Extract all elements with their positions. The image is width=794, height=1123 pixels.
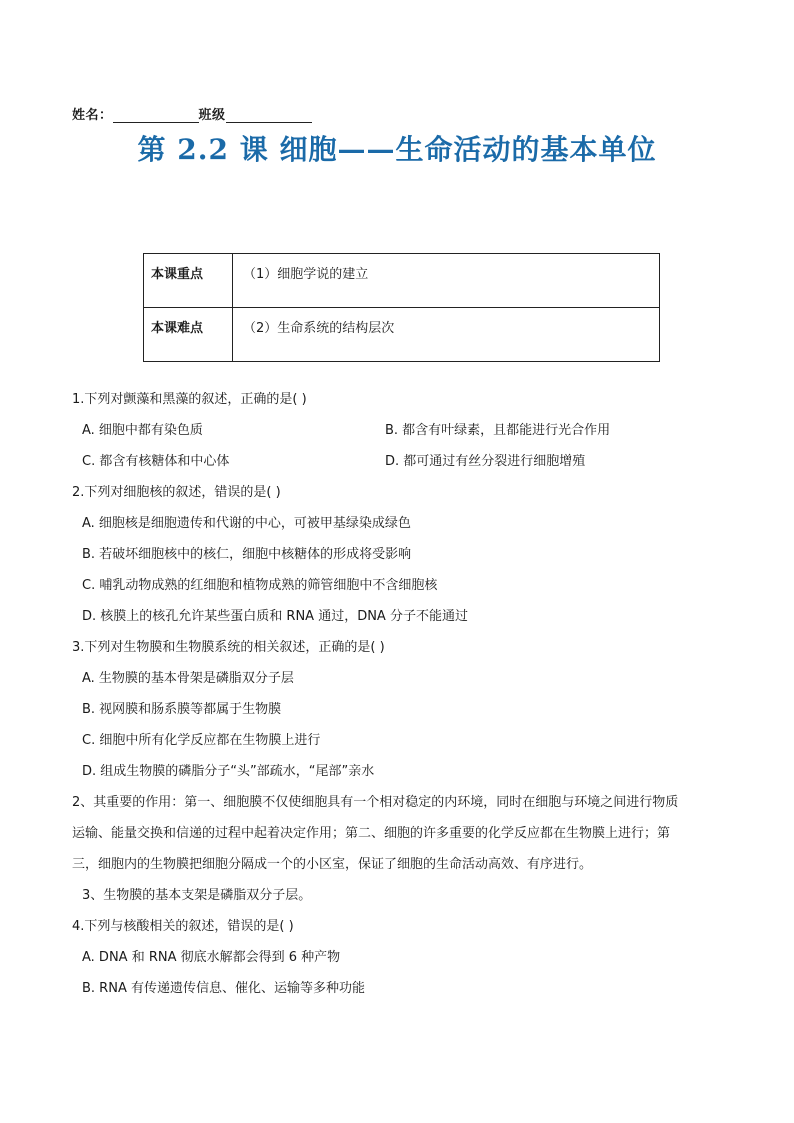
question-4-stem: 4.下列与核酸相关的叙述，错误的是( ) [72, 919, 294, 934]
key-point-value: （1）细胞学说的建立 [233, 254, 660, 308]
class-blank[interactable] [226, 108, 312, 123]
question-1-option-d: D. 都可通过有丝分裂进行细胞增殖 [385, 454, 586, 469]
difficulty-label: 本课难点 [144, 308, 233, 362]
page-title: 第 2.2 课 细胞——生命活动的基本单位 [137, 133, 657, 166]
student-info-line [72, 104, 312, 123]
note-line-1: 2、其重要的作用：第一、细胞膜不仅使细胞具有一个相对稳定的内环境，同时在细胞与环境之间进行物质 [72, 795, 679, 810]
question-2-option-a: A. 细胞核是细胞遗传和代谢的中心，可被甲基绿染成绿色 [82, 516, 411, 531]
question-3-option-a: A. 生物膜的基本骨架是磷脂双分子层 [82, 671, 294, 686]
question-1-option-c: C. 都含有核糖体和中心体 [82, 454, 230, 469]
class-label: 班级 [198, 108, 226, 123]
question-3-option-d: D. 组成生物膜的磷脂分子“头”部疏水，“尾部”亲水 [82, 764, 375, 779]
question-1-stem: 1.下列对颤藻和黑藻的叙述，正确的是( ) [72, 392, 307, 407]
key-point-label: 本课重点 [144, 254, 233, 308]
question-1-options-row-1 [72, 415, 732, 446]
question-1-options-row-2 [72, 446, 732, 477]
question-2-option-c: C. 哺乳动物成熟的红细胞和植物成熟的筛管细胞中不含细胞核 [82, 578, 438, 593]
question-3-option-c: C. 细胞中所有化学反应都在生物膜上进行 [82, 733, 321, 748]
question-2-option-b: B. 若破坏细胞核中的核仁，细胞中核糖体的形成将受影响 [82, 547, 412, 562]
question-2-option-d: D. 核膜上的核孔允许某些蛋白质和 RNA 通过，DNA 分子不能通过 [82, 609, 468, 624]
question-2-stem: 2.下列对细胞核的叙述，错误的是( ) [72, 485, 281, 500]
note-line-2: 运输、能量交换和信递的过程中起着决定作用；第二、细胞的许多重要的化学反应都在生物膜上进行；第 [72, 826, 671, 841]
question-3-option-b: B. 视网膜和肠系膜等都属于生物膜 [82, 702, 282, 717]
question-4-option-b: B. RNA 有传递遗传信息、催化、运输等多种功能 [82, 981, 365, 996]
questions-area [72, 384, 732, 1004]
key-points-table [143, 253, 660, 362]
name-blank[interactable] [113, 108, 199, 123]
difficulty-value: （2）生命系统的结构层次 [233, 308, 660, 362]
note-line-3: 三，细胞内的生物膜把细胞分隔成一个的小区室，保证了细胞的生命活动高效、有序进行。 [72, 857, 593, 872]
question-1-option-a: A. 细胞中都有染色质 [82, 423, 203, 438]
table-row [144, 308, 660, 362]
question-3-stem: 3.下列对生物膜和生物膜系统的相关叙述，正确的是( ) [72, 640, 385, 655]
table-row [144, 254, 660, 308]
question-4-option-a: A. DNA 和 RNA 彻底水解都会得到 6 种产物 [82, 950, 341, 965]
name-label: 姓名： [72, 108, 113, 123]
question-1-option-b: B. 都含有叶绿素，且都能进行光合作用 [385, 423, 611, 438]
note-line-4: 3、生物膜的基本支架是磷脂双分子层。 [82, 888, 312, 903]
